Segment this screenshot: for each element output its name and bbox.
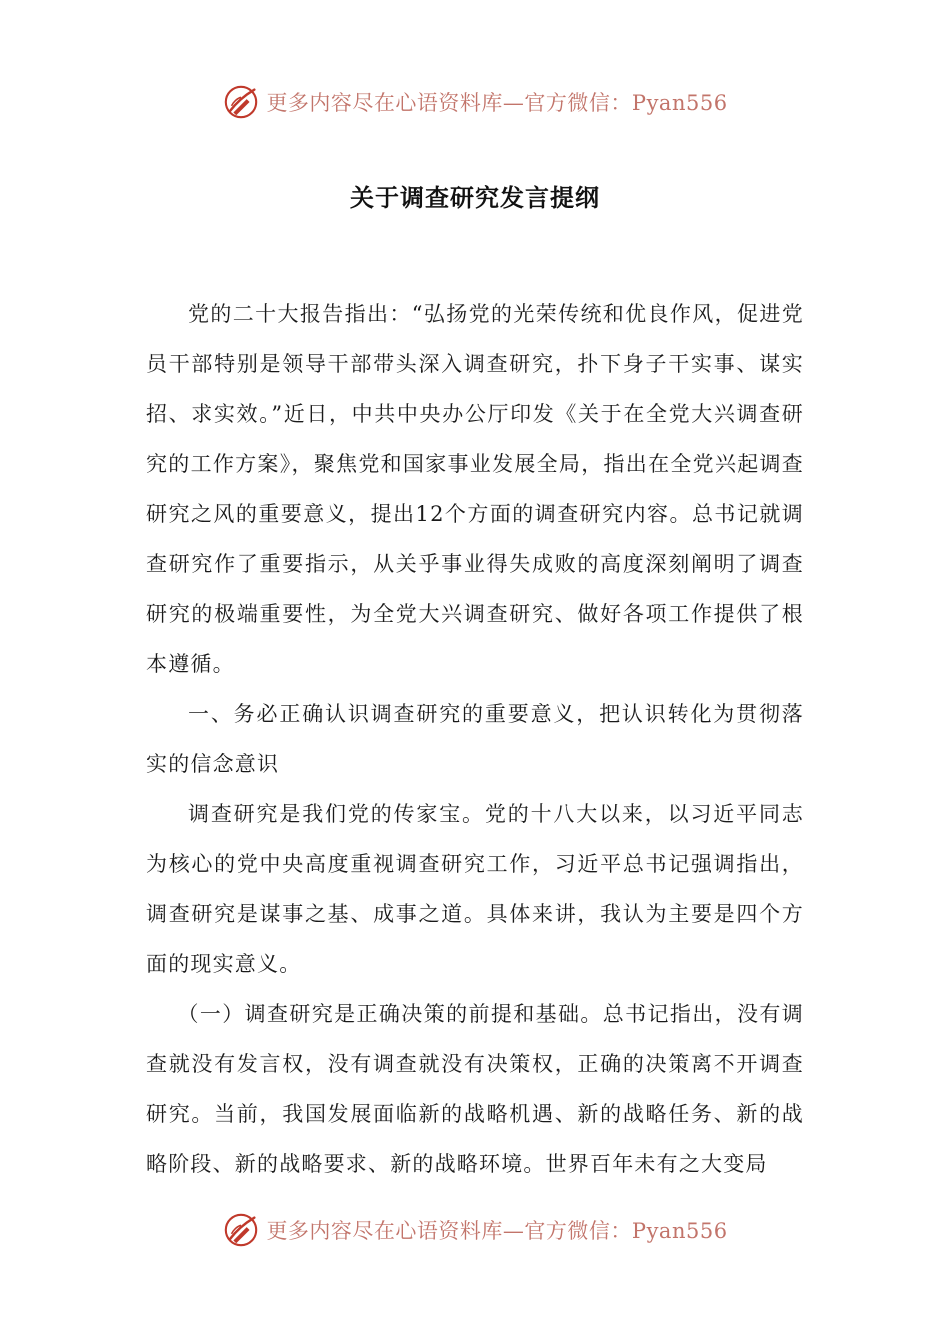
- paragraph: （一）调查研究是正确决策的前提和基础。总书记指出，没有调查就没有发言权，没有调查就没有决策权，正确的决策离不开调查研究。当前，我国发展面临新的战略机遇、新的战略任务、新的战略阶段、新的战略要求、新的战略环境。世界百年未有之大变局: [146, 1002, 804, 1176]
- footer-watermark-banner: [0, 1208, 950, 1252]
- section-heading: 一、务必正确认识调查研究的重要意义，把认识转化为贯彻落实的信念意识: [146, 702, 804, 776]
- header-watermark-banner: [0, 80, 950, 124]
- pen-logo-icon: [222, 1211, 260, 1249]
- paragraph: 调查研究是我们党的传家宝。党的十八大以来，以习近平同志为核心的党中央高度重视调查研究工作，习近平总书记强调指出，调查研究是谋事之基、成事之道。具体来讲，我认为主要是四个方面的现实意义。: [146, 802, 804, 976]
- document-title: 关于调查研究发言提纲: [350, 184, 600, 212]
- pen-logo-icon: [222, 83, 260, 121]
- document-body: [146, 289, 804, 1189]
- paragraph: 党的二十大报告指出：“弘扬党的光荣传统和优良作风，促进党员干部特别是领导干部带头深入调查研究，扑下身子干实事、谋实招、求实效。”近日，中共中央办公厅印发《关于在全党大兴调查研究的工作方案》，聚焦党和国家事业发展全局，指出在全党兴起调查研究之风的重要意义，提出12个方面的调查研究内容。总书记就调查研究作了重要指示，从关乎事业得失成败的高度深刻阐明了调查研究的极端重要性，为全党大兴调查研究、做好各项工作提供了根本遵循。: [146, 302, 804, 676]
- watermark-text: 更多内容尽在心语资料库—官方微信：Pyan556: [266, 91, 728, 115]
- watermark-text: 更多内容尽在心语资料库—官方微信：Pyan556: [266, 1219, 728, 1243]
